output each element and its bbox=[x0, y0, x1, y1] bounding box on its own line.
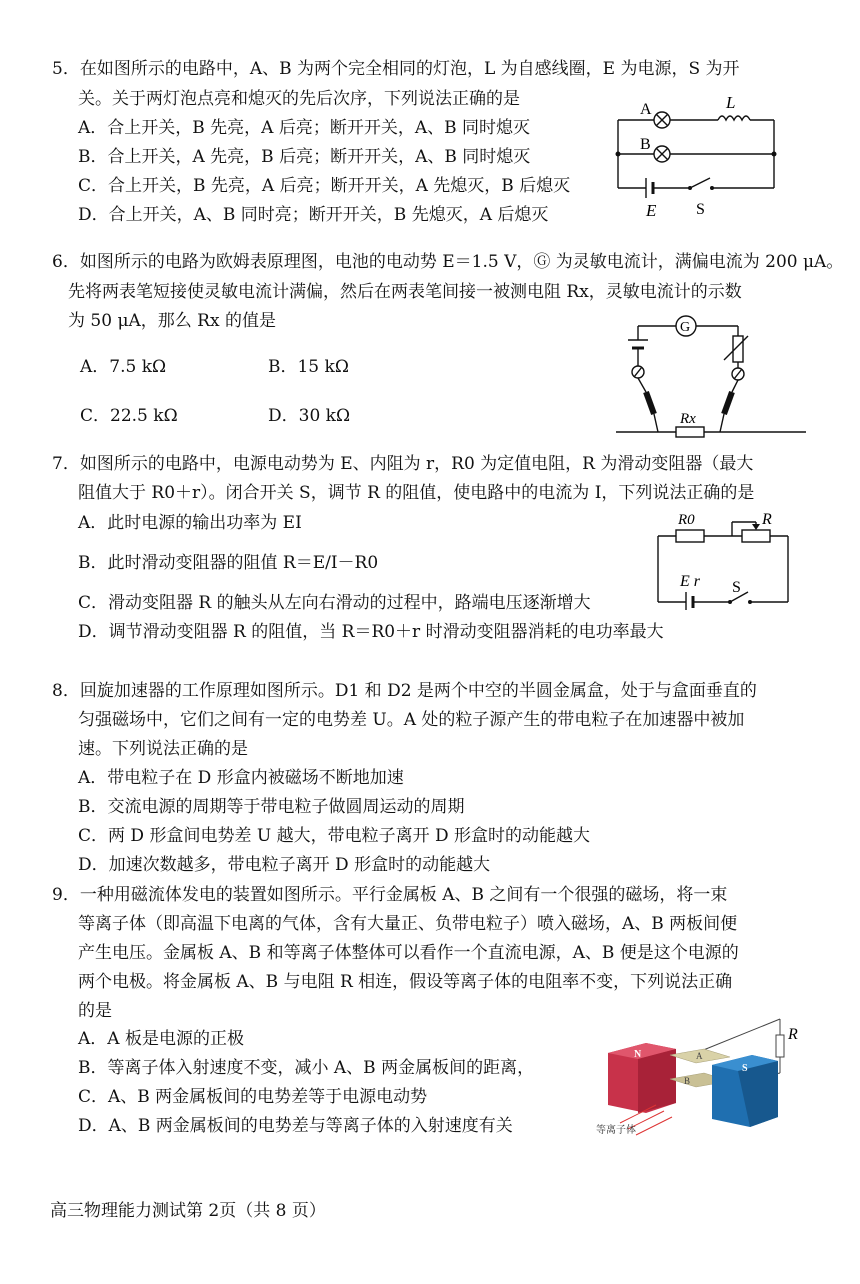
page-footer: 高三物理能力测试第 2页（共 8 页） bbox=[50, 1201, 326, 1221]
q7-option-c: C．滑动变阻器 R 的触头从左向右滑动的过程中，路端电压逐渐增大 bbox=[78, 593, 591, 613]
q6-galvanometer-label: G bbox=[680, 320, 691, 335]
q5-stem-line1: 5．在如图所示的电路中，A、B 为两个完全相同的灯泡，L 为自感线圈，E 为电源，S 为开 bbox=[52, 59, 740, 79]
q9-plasma-label: 等离子体 bbox=[596, 1125, 636, 1136]
q5-option-a: A．合上开关，B 先亮，A 后亮；断开开关，A、B 同时熄灭 bbox=[78, 118, 531, 138]
q8-option-c: C．两 D 形盒间电势差 U 越大，带电粒子离开 D 形盒时的动能越大 bbox=[78, 826, 591, 846]
q6-stem-line1: 6．如图所示的电路为欧姆表原理图，电池的电动势 E＝1.5 V，Ⓖ 为灵敏电流计，满偏电流为 200 μA。 bbox=[52, 252, 844, 272]
q6-resistor-label: Rx bbox=[680, 411, 696, 427]
q8-stem-line3: 速。下列说法正确的是 bbox=[78, 739, 248, 759]
q5-stem-line2: 关。关于两灯泡点亮和熄灭的先后次序，下列说法正确的是 bbox=[78, 89, 520, 109]
q5-option-b: B．合上开关，A 先亮，B 后亮；断开开关，A、B 同时熄灭 bbox=[78, 147, 531, 167]
q5-switch-label: S bbox=[696, 201, 705, 218]
q6-option-c: C．22.5 kΩ bbox=[80, 406, 178, 426]
q7-option-b: B．此时滑动变阻器的阻值 R＝E/I－R0 bbox=[78, 553, 379, 573]
q8-option-b: B．交流电源的周期等于带电粒子做圆周运动的周期 bbox=[78, 797, 465, 817]
q9-plate-a-label: A bbox=[696, 1051, 703, 1061]
q6-stem-line2: 先将两表笔短接使灵敏电流计满偏，然后在两表笔间接一被测电阻 Rx，灵敏电流计的示数 bbox=[68, 282, 742, 302]
q7-option-d: D．调节滑动变阻器 R 的阻值，当 R＝R0＋r 时滑动变阻器消耗的电功率最大 bbox=[78, 622, 664, 642]
q9-r-label: R bbox=[788, 1026, 798, 1043]
q9-stem-line1: 9．一种用磁流体发电的装置如图所示。平行金属板 A、B 之间有一个很强的磁场，将一束 bbox=[52, 885, 728, 905]
q7-stem-line2: 阻值大于 R0＋r）。闭合开关 S，调节 R 的阻值，使电路中的电流为 I，下列说法正确的是 bbox=[78, 483, 755, 503]
q5-option-d: D．合上开关，A、B 同时亮；断开开关，B 先熄灭，A 后熄灭 bbox=[78, 205, 549, 225]
q9-mhd-generator-figure bbox=[592, 1015, 807, 1143]
q7-stem-line1: 7．如图所示的电路中，电源电动势为 E、内阻为 r，R0 为定值电阻，R 为滑动变阻器（最大 bbox=[52, 454, 754, 474]
q9-plate-b-label: B bbox=[684, 1076, 691, 1086]
q9-s-label: S bbox=[742, 1063, 748, 1074]
q5-lamp-b-label: B bbox=[640, 136, 651, 153]
q9-option-a: A．A 板是电源的正极 bbox=[78, 1029, 244, 1049]
q9-stem-line4: 两个电极。将金属板 A、B 与电阻 R 相连，假设等离子体的电阻率不变，下列说法正确 bbox=[78, 972, 733, 992]
q7-circuit-figure bbox=[652, 508, 797, 610]
q9-stem-line2: 等离子体（即高温下电离的气体，含有大量正、负带电粒子）喷入磁场，A、B 两板间便 bbox=[78, 914, 738, 934]
q6-option-b: B．15 kΩ bbox=[268, 357, 349, 377]
q8-option-d: D．加速次数越多，带电粒子离开 D 形盒时的动能越大 bbox=[78, 855, 491, 875]
q5-lamp-a-label: A bbox=[640, 101, 652, 118]
q6-stem-line3: 为 50 μA，那么 Rx 的值是 bbox=[68, 311, 276, 331]
q5-option-c: C．合上开关，B 先亮，A 后亮；断开开关，A 先熄灭，B 后熄灭 bbox=[78, 176, 571, 196]
q7-r-label: R bbox=[762, 511, 772, 528]
q5-coil-label: L bbox=[726, 93, 736, 112]
q9-n-label: N bbox=[634, 1049, 642, 1060]
q8-stem-line2: 匀强磁场中，它们之间有一定的电势差 U。A 处的粒子源产生的带电粒子在加速器中被加 bbox=[78, 710, 745, 730]
q7-option-a: A．此时电源的输出功率为 EI bbox=[78, 513, 302, 533]
q9-stem-line5: 的是 bbox=[78, 1001, 112, 1021]
q7-r0-label: R0 bbox=[678, 512, 695, 528]
q9-option-d: D．A、B 两金属板间的电势差与等离子体的入射速度有关 bbox=[78, 1116, 513, 1136]
q6-option-a: A．7.5 kΩ bbox=[80, 357, 167, 377]
q7-source-label: E r bbox=[680, 573, 700, 590]
q8-option-a: A．带电粒子在 D 形盒内被磁场不断地加速 bbox=[78, 768, 404, 788]
q8-stem-line1: 8．回旋加速器的工作原理如图所示。D1 和 D2 是两个中空的半圆金属盒，处于与盒面垂直的 bbox=[52, 681, 757, 701]
q5-circuit-figure bbox=[610, 92, 790, 222]
q9-option-b: B．等离子体入射速度不变，减小 A、B 两金属板间的距离， bbox=[78, 1058, 535, 1078]
q6-ohmmeter-figure bbox=[616, 312, 806, 440]
q9-option-c: C．A、B 两金属板间的电势差等于电源电动势 bbox=[78, 1087, 428, 1107]
q7-switch-label: S bbox=[732, 579, 741, 596]
q5-source-label: E bbox=[646, 201, 657, 220]
q6-option-d: D．30 kΩ bbox=[268, 406, 351, 426]
q9-stem-line3: 产生电压。金属板 A、B 和等离子体整体可以看作一个直流电源，A、B 便是这个电源的 bbox=[78, 943, 739, 963]
